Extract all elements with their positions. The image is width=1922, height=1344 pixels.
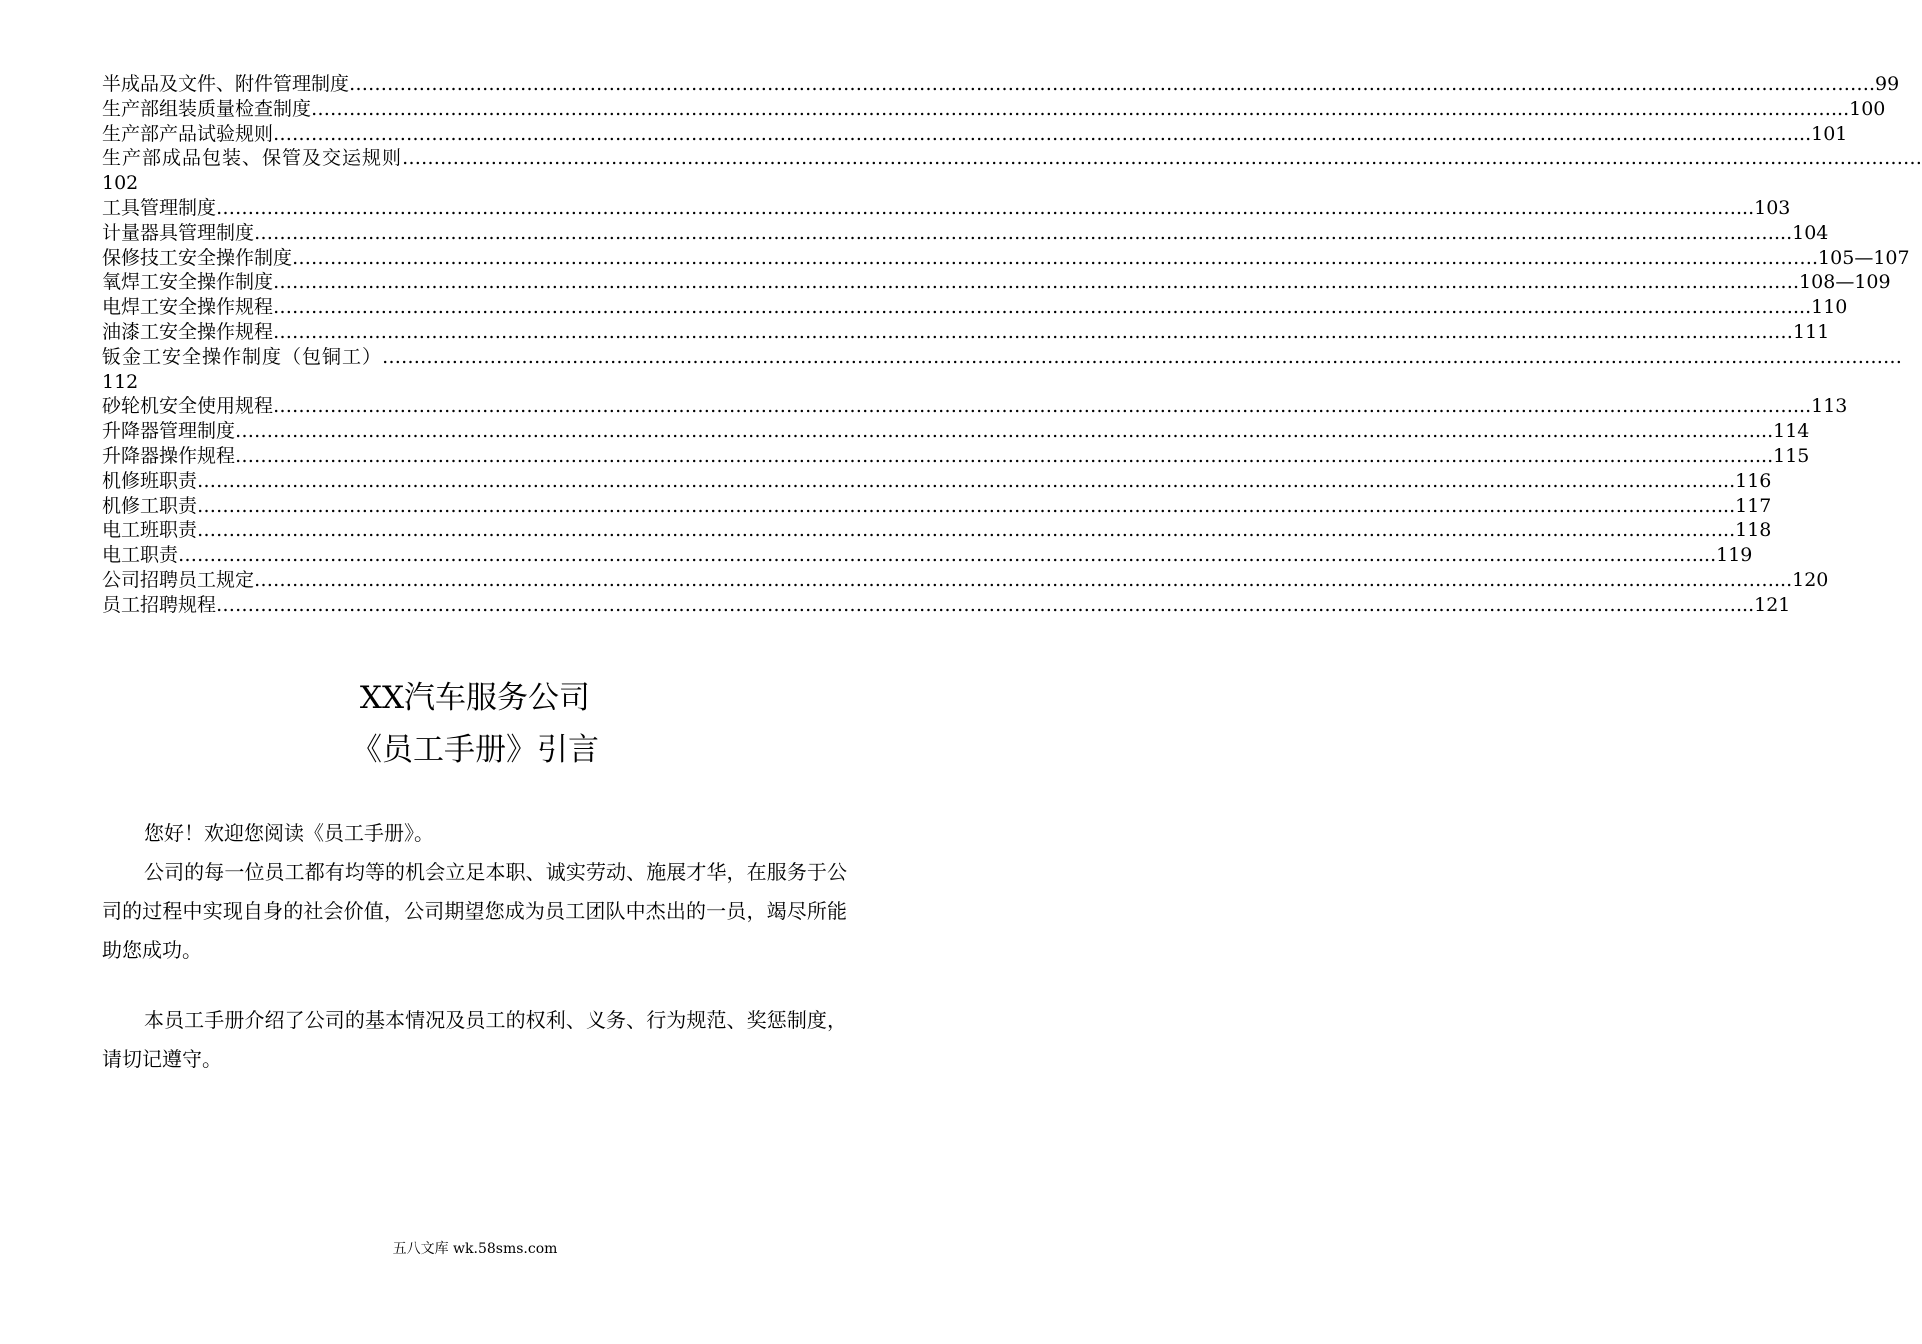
toc-entry — [102, 593, 1791, 618]
toc-entry — [102, 270, 1891, 295]
toc-entry-page: ...104 — [1774, 221, 1829, 244]
paragraph-handbook-intro: 本员工手册介绍了公司的基本情况及员工的权利、义务、行为规范、奖惩制度，请切记遵守。 — [102, 1008, 847, 1071]
toc-entry-title: 砂轮机安全使用规程 — [102, 395, 274, 418]
toc-leader-dots: …………………………………………………………………………………………………………………………………………………………………………………………………………………… — [254, 221, 1775, 244]
toc-entry — [102, 345, 1903, 395]
toc-entry-title: 半成品及文件、附件管理制度 — [102, 73, 350, 95]
toc-entry-title: 员工招聘规程 — [102, 593, 217, 616]
toc-entry — [102, 196, 1791, 221]
toc-entry — [102, 518, 1772, 543]
document-subtitle: 《员工手册》引言 — [351, 732, 599, 768]
toc-entry-page: ...120 — [1774, 568, 1829, 591]
toc-leader-dots: …………………………………………………………………………………………………………………………………………………………………………………………………………………… — [273, 296, 1794, 319]
toc-leader-dots: …………………………………………………………………………………………………………………………………………………………………………………………………………………… — [402, 147, 1922, 170]
toc-entry-page: 112 — [102, 370, 139, 393]
toc-entry-page: ...113 — [1793, 395, 1848, 418]
toc-entry-title: 电工职责 — [102, 544, 179, 567]
toc-entry — [102, 246, 1910, 271]
toc-leader-dots: …………………………………………………………………………………………………………………………………………………………………………………………………………………… — [273, 271, 1794, 294]
toc-leader-dots: …………………………………………………………………………………………………………………………………………………………………………………………………………………… — [292, 246, 1813, 269]
toc-leader-dots: …………………………………………………………………………………………………………………………………………………………………………………………………………………… — [235, 420, 1756, 443]
toc-entry-page: ...101 — [1793, 122, 1848, 145]
toc-leader-dots: …………………………………………………………………………………………………………………………………………………………………………………………………………………… — [197, 494, 1718, 517]
toc-entry — [102, 221, 1829, 246]
toc-leader-dots: …………………………………………………………………………………………………………………………………………………………………………………………………………………… — [216, 593, 1737, 616]
toc-entry — [102, 543, 1753, 568]
toc-entry-page: ...118 — [1717, 519, 1772, 542]
toc-entry-page: ...116 — [1717, 469, 1772, 492]
toc-entry — [102, 72, 1900, 97]
toc-leader-dots: …………………………………………………………………………………………………………………………………………………………………………………………………………………… — [382, 345, 1903, 368]
toc-entry-title: 钣金工安全操作制度（包铜工） — [102, 345, 383, 368]
toc-leader-dots: …………………………………………………………………………………………………………………………………………………………………………………………………………………… — [273, 122, 1794, 145]
paragraph-opportunity: 公司的每一位员工都有均等的机会立足本职、诚实劳动、施展才华，在服务于公司的过程中实现自身的社会价值，公司期望您成为员工团队中杰出的一员，竭尽所能助您成功。 — [102, 860, 847, 962]
toc-entry-title: 工具管理制度 — [102, 196, 217, 219]
document-title: XX汽车服务公司 — [359, 680, 591, 716]
toc-entry-title: 公司招聘员工规定 — [102, 568, 255, 591]
toc-leader-dots: …………………………………………………………………………………………………………………………………………………………………………………………………………………… — [311, 97, 1832, 120]
toc-entry-title: 生产部成品包装、保管及交运规则 — [102, 147, 403, 170]
toc-entry-title: 电工班职责 — [102, 519, 198, 542]
toc-leader-dots: …………………………………………………………………………………………………………………………………………………………………………………………………………………… — [197, 519, 1718, 542]
toc-entry-page: 102 — [102, 172, 139, 195]
toc-entry-page: .99 — [1869, 73, 1900, 95]
toc-entry — [102, 568, 1829, 593]
toc-entry — [102, 320, 1830, 345]
toc-entry-title: 油漆工安全操作规程 — [102, 320, 274, 343]
toc-leader-dots: …………………………………………………………………………………………………………………………………………………………………………………………………………………… — [178, 544, 1699, 567]
toc-entry — [102, 469, 1772, 494]
toc-entry-title: 升降器操作规程 — [102, 444, 236, 467]
toc-entry — [102, 494, 1772, 519]
toc-entry-page: 111 — [1793, 320, 1830, 343]
toc-entry — [102, 444, 1810, 469]
toc-entry-page: ...115 — [1755, 444, 1810, 467]
toc-entry-title: 电焊工安全操作规程 — [102, 296, 274, 319]
toc-leader-dots: …………………………………………………………………………………………………………………………………………………………………………………………………………………… — [349, 73, 1870, 95]
toc-entry-title: 机修班职责 — [102, 469, 198, 492]
toc-entry — [102, 419, 1810, 444]
toc-entry-page: ...114 — [1755, 420, 1810, 443]
toc-leader-dots: …………………………………………………………………………………………………………………………………………………………………………………………………………………… — [216, 196, 1737, 219]
toc-entry-page: ...100 — [1831, 97, 1886, 120]
table-of-contents — [102, 72, 1922, 618]
toc-entry-page: ...117 — [1717, 494, 1772, 517]
toc-entry-page: ...121 — [1736, 593, 1791, 616]
page-footer: 五八文库 wk.58sms.com — [392, 1241, 558, 1257]
toc-entry-title: 生产部产品试验规则 — [102, 122, 274, 145]
toc-entry — [102, 394, 1848, 419]
toc-entry-page: ...103 — [1736, 196, 1791, 219]
toc-entry — [102, 146, 1922, 196]
toc-entry-page: .108—109 — [1793, 271, 1891, 294]
toc-entry — [102, 122, 1848, 147]
toc-entry-title: 升降器管理制度 — [102, 420, 236, 443]
toc-entry-page: ...119 — [1698, 544, 1753, 567]
toc-entry — [102, 295, 1848, 320]
toc-leader-dots: …………………………………………………………………………………………………………………………………………………………………………………………………………………… — [273, 395, 1794, 418]
toc-entry — [102, 97, 1886, 122]
toc-entry-page: .105—107 — [1812, 246, 1910, 269]
toc-entry-title: 计量器具管理制度 — [102, 221, 255, 244]
paragraph-greeting: 您好！欢迎您阅读《员工手册》。 — [144, 821, 434, 845]
toc-entry-title: 生产部组装质量检查制度 — [102, 97, 312, 120]
toc-leader-dots: …………………………………………………………………………………………………………………………………………………………………………………………………………………… — [197, 469, 1718, 492]
toc-leader-dots: …………………………………………………………………………………………………………………………………………………………………………………………………………………… — [235, 444, 1756, 467]
toc-leader-dots: …………………………………………………………………………………………………………………………………………………………………………………………………………………… — [254, 568, 1775, 591]
toc-entry-title: 保修技工安全操作制度 — [102, 246, 293, 269]
toc-leader-dots: …………………………………………………………………………………………………………………………………………………………………………………………………………………… — [273, 320, 1794, 343]
toc-entry-title: 氧焊工安全操作制度 — [102, 271, 274, 294]
toc-entry-title: 机修工职责 — [102, 494, 198, 517]
toc-entry-page: ...110 — [1793, 296, 1848, 319]
